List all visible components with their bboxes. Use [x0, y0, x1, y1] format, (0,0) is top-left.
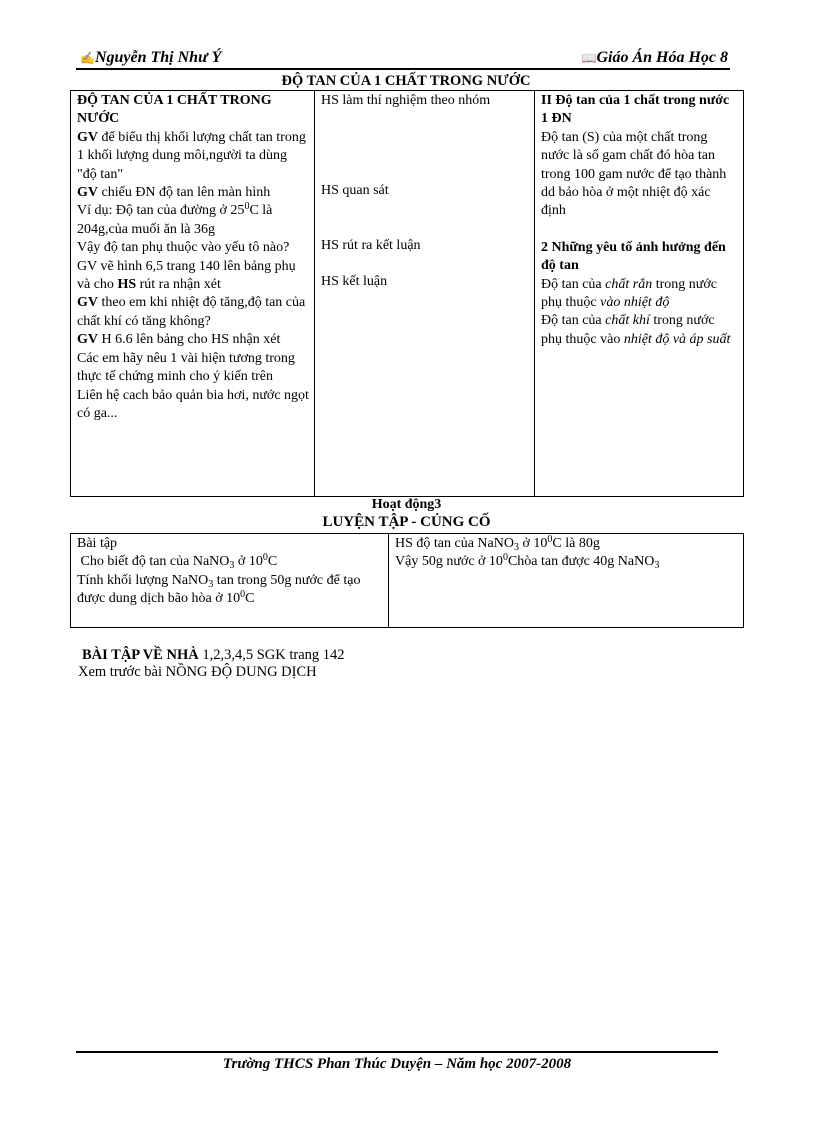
col1-p1: GV để biểu thị khối lượng chất tan trong 1 khối lượng dung môi,người ta dùng "độ tan"	[77, 129, 306, 182]
activity-heading: Hoạt động3	[371, 497, 442, 512]
footer-divider	[76, 1051, 718, 1053]
subject-title: Giáo Án Hóa Học 8	[596, 49, 728, 66]
content-cell	[535, 91, 744, 497]
lesson-table	[70, 90, 744, 497]
homework-line: BÀI TẬP VỀ NHÀ 1,2,3,4,5 SGK trang 142	[82, 647, 345, 663]
col1-p8: Liên hệ cach bảo quản bia hơi, nước ngọt có ga...	[77, 387, 309, 421]
section2-title: LUYỆN TẬP - CỦNG CỐ	[322, 514, 491, 530]
col3-sub1: 1 ĐN	[541, 111, 572, 127]
header-divider	[76, 68, 730, 70]
col2-r1: HS làm thí nghiệm theo nhóm	[321, 93, 491, 108]
exercise-cell: Bài tập Cho biết độ tan của NaNO$_3$ ở $10^0C$ Tính khối lượng NaNO$_3$ tan trong 50g nước để tạo được dung dịch bão hòa ở $10^0C$	[71, 534, 389, 628]
writing-hand-icon: ✍	[80, 51, 95, 65]
gv-label: GV	[77, 129, 98, 145]
col3-heading: II Độ tan của 1 chất trong nước	[541, 93, 730, 108]
col3-gas: Độ tan của chất khí trong nước phụ thuộc vào nhiệt độ và áp suất	[541, 313, 731, 347]
footer-text: Trường THCS Phan Thúc Duyện – Năm học 2007-2008	[222, 1056, 572, 1072]
header-author	[80, 49, 221, 67]
col1-p7: Các em hãy nêu 1 vài hiện tương trong thực tế chứng minh cho ý kiến trên	[77, 350, 295, 385]
col3-solid: Độ tan của chất rắn trong nước phụ thuộc vào nhiệt độ	[541, 276, 717, 311]
col1-p2: GV chiếu ĐN độ tan lên màn hình	[77, 185, 271, 201]
gv-label: GV	[77, 295, 98, 311]
homework-preview: Xem trước bài NỒNG ĐỘ DUNG DỊCH	[78, 664, 317, 680]
exercise-table	[70, 533, 744, 628]
gv-label: GV	[77, 185, 98, 201]
gv-label: GV	[77, 332, 98, 348]
col3-sub2: 2 Những yêu tố ảnh hưởng đến độ tan	[541, 239, 726, 274]
author-name: Nguyễn Thị Như Ý	[94, 49, 222, 66]
table-row	[71, 91, 744, 497]
col1-heading: ĐỘ TAN CỦA 1 CHẤT TRONG NƯỚC	[77, 93, 272, 127]
col1-p5: GV theo em khi nhiệt độ tăng,độ tan của chất khí có tăng không?	[77, 295, 306, 329]
col3-definition: Độ tan (S) của một chất trong nước là số gam chất đó hòa tan trong 100 gam nước để tạo thành dd bảo hòa ở một nhiệt độ xác định	[541, 129, 727, 219]
col2-r3: HS rút ra kết luận	[321, 237, 421, 253]
section1-title: ĐỘ TAN CỦA 1 CHẤT TRONG NƯỚC	[281, 73, 531, 89]
student-activity-cell	[315, 91, 535, 497]
teacher-activity-cell	[71, 91, 315, 497]
col1-p4: Vậy độ tan phụ thuộc vào yếu tô nào?GV vẽ hình 6,5 trang 140 lên bảng phụ và cho HS rút ra nhận xét	[77, 240, 296, 293]
col2-r4: HS kết luận	[321, 274, 388, 290]
book-icon: 📖	[581, 51, 597, 65]
col2-r2: HS quan sát	[321, 183, 389, 199]
header-subject	[581, 49, 728, 67]
table-row	[71, 534, 744, 628]
col1-p6: GV H 6.6 lên bảng cho HS nhận xét	[77, 332, 281, 348]
answer-cell: HS độ tan của NaNO$_3$ ở $10^0C$ là 80g Vậy 50g nước ở $10^0Chòa$ tan được 40g NaNO$_3$	[389, 534, 744, 628]
col1-p3: Ví dụ: Độ tan của đường ở $25^0C$ là 204g,của muối ăn là 36g	[77, 201, 273, 237]
homework-label: BÀI TẬP VỀ NHÀ	[82, 647, 199, 663]
